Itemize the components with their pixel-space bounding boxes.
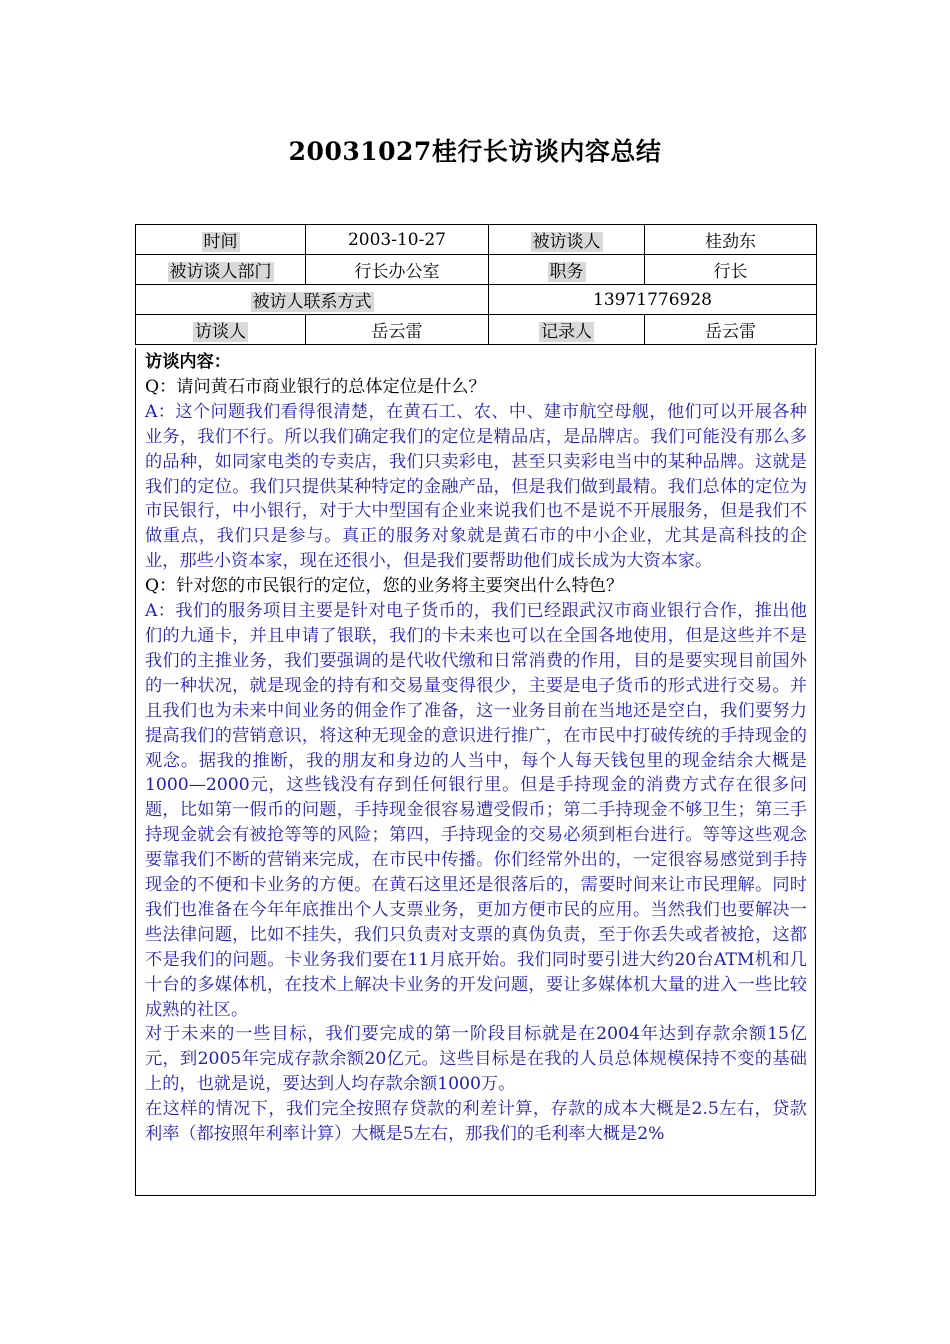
interviewee-label-cell: [489, 225, 645, 255]
recorder-label-cell: [489, 315, 645, 345]
table-row: [136, 315, 817, 345]
dept-value: 行长办公室: [306, 255, 489, 285]
position-label: 职务: [549, 262, 584, 282]
dept-label: 被访谈人部门: [169, 262, 272, 282]
dept-label-cell: [136, 255, 306, 285]
content-heading: 访谈内容：: [145, 352, 231, 372]
interview-content-cell: [135, 348, 816, 1196]
interviewee-value: 桂劲东: [645, 225, 817, 255]
question-2: Q：针对您的市民银行的定位，您的业务将主要突出什么特色？: [145, 576, 624, 597]
interviewer-value: 岳云雷: [306, 315, 489, 345]
page-title: 20031027桂行长访谈内容总结: [288, 137, 662, 166]
interviewer-label: 访谈人: [195, 322, 246, 342]
contact-label-cell: [136, 285, 489, 315]
time-label-cell: [136, 225, 306, 255]
interviewee-label: 被访谈人: [532, 232, 601, 252]
table-row: [136, 255, 817, 285]
interviewer-label-cell: [136, 315, 306, 345]
contact-value: 13971776928: [489, 285, 817, 315]
answer-2-paragraph-margin: 在这样的情况下，我们完全按照存贷款的利差计算，存款的成本大概是2.5左右，贷款利率（都按照年利率计算）大概是5左右，那我们的毛利率大概是2%: [145, 1099, 807, 1145]
answer-1: A：这个问题我们看得很清楚，在黄石工、农、中、建市航空母舰，他们可以开展各种业务，我们不行。所以我们确定我们的定位是精品店，是品牌店。我们可能没有那么多的品种，如同家电类的专卖店，我们只卖彩电，甚至只卖彩电当中的某种品牌。这就是我们的定位。我们只提供某种特定的金融产品，但是我们做到最精。我们总体的定位为市民银行，中小银行，对于大中型国有企业来说我们也不是说不开展服务，但是我们不做重点，我们只是参与。真正的服务对象就是黄石市的中小企业，尤其是高科技的企业，那些小资本家，现在还很小，但是我们要帮助他们成长成为大资本家。: [145, 401, 807, 572]
answer-2-paragraph-goals: 对于未来的一些目标，我们要完成的第一阶段目标就是在2004年达到存款余额15亿元，到2005年完成存款余额20亿元。这些目标是在我的人员总体规模保持不变的基础上的，也就是说，要达到人均存款余额1000万。: [145, 1024, 807, 1095]
contact-label: 被访人联系方式: [252, 292, 372, 312]
question-1: Q：请问黄石市商业银行的总体定位是什么？: [145, 376, 486, 397]
time-value: 2003-10-27: [306, 225, 489, 255]
position-value: 行长: [645, 255, 817, 285]
table-row: [136, 225, 817, 255]
recorder-label: 记录人: [541, 322, 592, 342]
time-label: 时间: [203, 232, 238, 252]
table-row: [136, 285, 817, 315]
answer-2: A：我们的服务项目主要是针对电子货币的，我们已经跟武汉市商业银行合作，推出他们的九通卡，并且申请了银联，我们的卡未来也可以在全国各地使用，但是这些并不是我们的主推业务，我们要强调的是代收代缴和日常消费的作用，目的是要实现目前国外的一种状况，就是现金的持有和交易量变得很少，主要是电子货币的形式进行交易。并且我们也为未来中间业务的佣金作了准备，这一业务目前在当地还是空白，我们要努力提高我们的营销意识，将这种无现金的意识进行推广，在市民中打破传统的手持现金的观念。据我的推断，我的朋友和身边的人当中，每个人每天钱包里的现金结余大概是1000—2000元，这些钱没有存到任何银行里。但是手持现金的消费方式存在很多问题，比如第一假币的问题，手持现金很容易遭受假币；第二手持现金不够卫生；第三手持现金就会有被抢等等的风险；第四，手持现金的交易必须到柜台进行。等等这些观念要靠我们不断的营销来完成，在市民中传播。你们经常外出的，一定很容易感觉到手持现金的不便和卡业务的方便。在黄石这里还是很落后的，需要时间来让市民理解。同时我们也准备在今年年底推出个人支票业务，更加方便市民的应用。当然我们也要解决一些法律问题，比如不挂失，我们只负责对支票的真伪负责，至于你丢失或者被抢，这都不是我们的问题。卡业务我们要在11月底开始。我们同时要引进大约20台ATM机和几十台的多媒体机，在技术上解决卡业务的开发问题，要让多媒体机大量的进入一些比较成熟的社区。: [145, 601, 807, 1020]
position-label-cell: [489, 255, 645, 285]
interview-info-table: [135, 224, 817, 345]
recorder-value: 岳云雷: [645, 315, 817, 345]
